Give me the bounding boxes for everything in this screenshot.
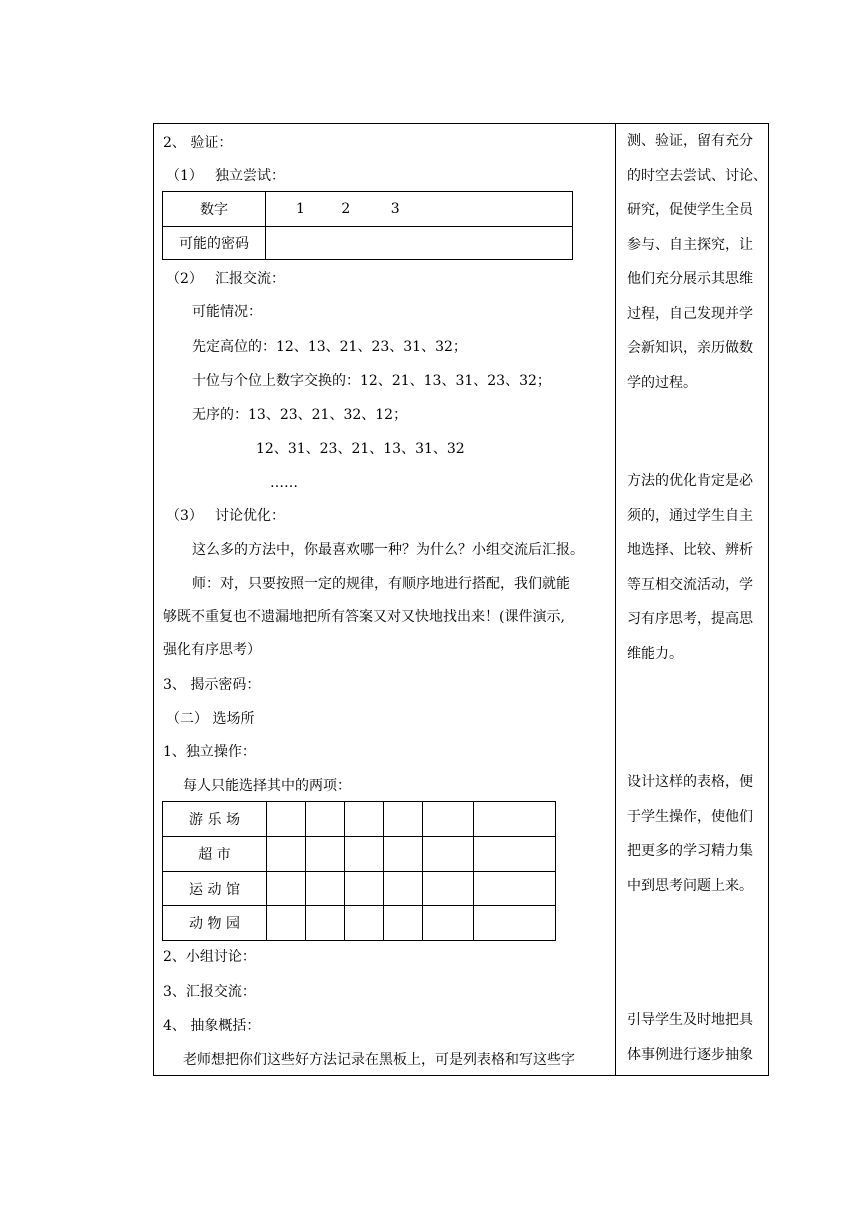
choice-cell[interactable] [474,802,556,837]
note-line: 参与、自主探究，让 [627,236,753,253]
choice-cell[interactable] [306,906,345,941]
step-3-number: （3） [166,508,203,524]
teacher-paragraph-line-2: 够既不重复也不遗漏地把所有答案又对又快地找出来！(课件演示, [163,609,565,625]
case-swap-digits: 十位与个位上数字交换的：12、21、13、31、23、32； [192,373,551,389]
note-line: 的时空去尝试、讨论、 [627,167,767,184]
part-two-title: （二） 选场所 [166,711,255,727]
choice-cell[interactable] [345,906,384,941]
choice-cell[interactable] [267,872,306,906]
note-block-table-design [627,765,763,903]
case-unordered-cont: 12、31、23、21、13、31、32 [256,441,465,457]
case-high-digit-first: 先定高位的：12、13、21、23、31、32； [192,339,467,355]
teacher-paragraph-line-3: 强化有序思考） [163,642,261,658]
note-line: 习有序思考，提高思 [627,611,753,627]
choice-cell[interactable] [474,837,556,872]
digit-3: 3 [390,201,400,217]
note-line: 维能力。 [627,645,683,662]
step-3-label: 讨论优化： [215,508,285,524]
choice-cell[interactable] [345,837,384,872]
discussion-paragraph: 这么多的方法中，你最喜欢哪一种？为什么？小组交流后汇报。 [192,542,584,558]
choice-cell[interactable] [423,906,474,941]
note-line: 测、验证，留有充分 [627,133,753,149]
digits-table [162,191,573,260]
choice-cell[interactable] [474,872,556,906]
choice-cell[interactable] [384,906,423,941]
reveal-password-title: 3、 揭示密码： [163,677,261,693]
venue-label: 游 乐 场 [163,802,267,837]
column-divider [615,123,616,1076]
choice-cell[interactable] [384,802,423,837]
note-line: 他们充分展示其思维 [627,271,753,287]
password-row-label: 可能的密码 [163,227,266,260]
choice-cell[interactable] [423,837,474,872]
choice-cell[interactable] [306,872,345,906]
note-line: 须的，通过学生自主 [627,507,753,524]
step-2-label: 汇报交流： [215,271,285,287]
choice-cell[interactable] [384,837,423,872]
venue-choice-table [162,801,556,941]
choice-cell[interactable] [267,837,306,872]
digits-cell [266,192,573,227]
choice-cell[interactable] [267,802,306,837]
note-line: 等互相交流活动，学 [627,576,753,593]
choice-cell[interactable] [384,872,423,906]
venue-label: 运 动 馆 [163,872,267,906]
possible-cases-label: 可能情况： [192,304,262,320]
note-block-abstraction [627,1003,763,1072]
independent-operation-title: 1、独立操作： [163,744,256,760]
note-line: 研究，促使学生全员 [627,202,753,218]
digit-1: 1 [296,201,305,217]
choice-cell[interactable] [423,802,474,837]
choice-cell[interactable] [345,872,384,906]
operation-instruction: 每人只能选择其中的两项： [183,778,351,794]
note-line: 中到思考问题上来。 [627,877,753,894]
abstract-summary-title: 4、 抽象概括： [163,1018,261,1034]
choice-cell[interactable] [267,906,306,941]
password-cell [266,227,573,260]
group-discussion-title: 2、小组讨论： [163,949,256,965]
note-line: 地选择、比较、辨析 [627,542,753,558]
teacher-paragraph-line-1: 师：对，只要按照一定的规律，有顺序地进行搭配，我们就能 [192,576,570,592]
digit-2: 2 [341,201,351,217]
note-line: 学的过程。 [627,374,697,391]
ellipsis: …… [270,475,298,491]
choice-cell[interactable] [474,906,556,941]
choice-cell[interactable] [423,872,474,906]
note-line: 过程，自己发现并学 [627,305,753,322]
note-block-optimization [627,464,763,671]
venue-label: 超 市 [163,837,267,872]
venue-label: 动 物 园 [163,906,267,941]
closing-paragraph: 老师想把你们这些好方法记录在黑板上，可是列表格和写这些字 [183,1052,575,1068]
note-line: 会新知识，亲历做数 [627,340,753,356]
choice-cell[interactable] [306,802,345,837]
report-exchange-title: 3、汇报交流： [163,984,256,1000]
digits-row-label: 数字 [163,192,266,227]
note-line: 设计这样的表格，便 [627,774,753,790]
choice-cell[interactable] [306,837,345,872]
case-unordered: 无序的：13、23、21、32、12； [192,407,408,423]
note-line: 体事例进行逐步抽象 [627,1046,753,1063]
note-line: 于学生操作，使他们 [627,808,753,825]
step-2-number: （2） [166,271,203,287]
choice-cell[interactable] [345,802,384,837]
step-1-number: （1） [166,168,203,184]
note-line: 把更多的学习精力集 [627,843,753,859]
section-verify-title: 2、 验证： [163,135,233,151]
note-line: 方法的优化肯定是必 [627,473,753,489]
step-1-label: 独立尝试： [215,168,285,184]
note-line: 引导学生及时地把具 [627,1012,753,1028]
note-block-exploration [627,124,767,400]
